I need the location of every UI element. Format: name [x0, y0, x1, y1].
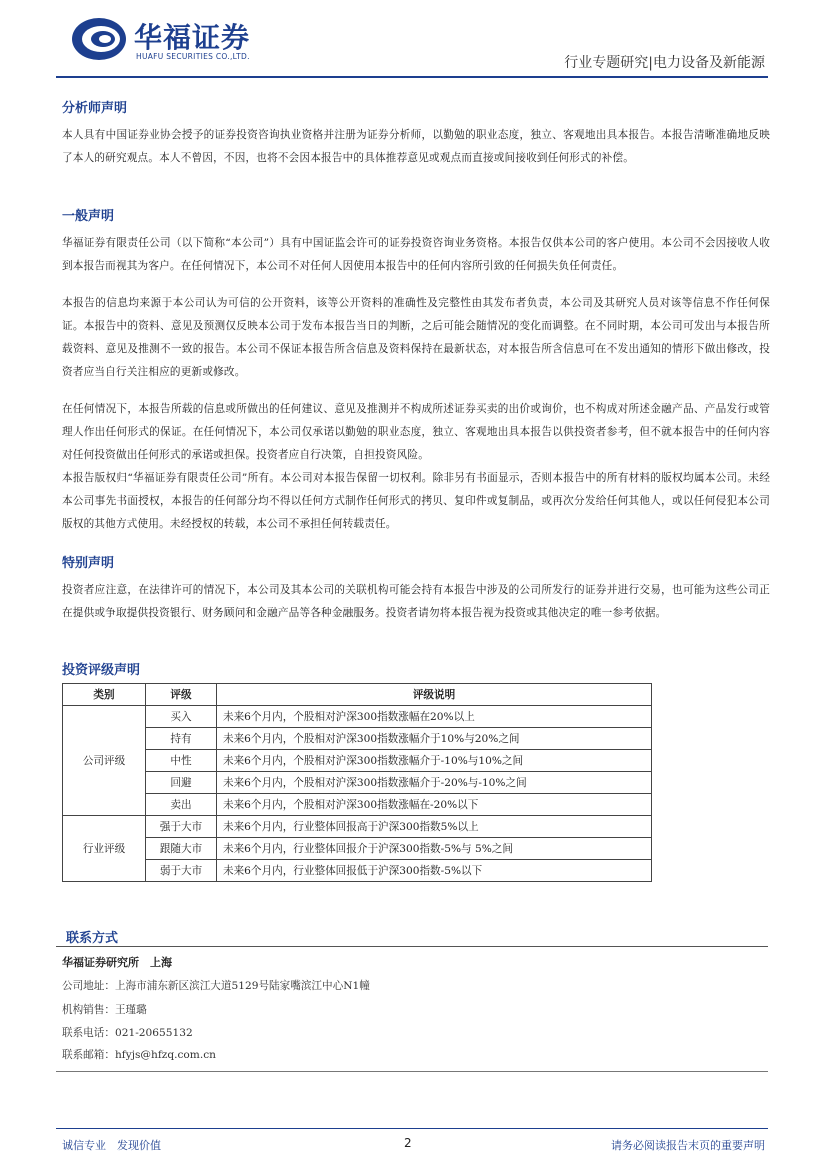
table-row	[63, 794, 652, 816]
rating-level: 回避	[146, 772, 217, 794]
footer-slogan: 诚信专业 发现价值	[62, 1139, 161, 1152]
general-statement-p3: 在任何情况下，本报告所载的信息或所做出的任何建议、意见及推测并不构成所述证券买卖的出价或询价，也不构成对所述金融产品、产品发行或管理人作出任何形式的保证。在任何情况下，本公司仅承诺以勤勉的职业态度，独立、客观地出具本报告以供投资者参考，但不就本报告中的任何内容对任何投资做出任何形式的承诺或担保。投资者应自行决策，自担投资风险。	[62, 403, 770, 461]
analyst-statement	[62, 100, 770, 170]
rating-description: 未来6个月内，行业整体回报低于沪深300指数-5%以下	[217, 860, 652, 882]
rating-description: 未来6个月内，行业整体回报介于沪深300指数-5%与 5%之间	[217, 838, 652, 860]
industry-rating-label: 行业评级	[63, 816, 146, 882]
rating-level: 中性	[146, 750, 217, 772]
general-statement-p4: 本报告版权归“华福证券有限责任公司”所有。本公司对本报告保留一切权利。除非另有书面显示，否则本报告中的所有材料的版权均属本公司。未经本公司事先书面授权，本报告的任何部分均不得以任何方式制作任何形式的拷贝、复印件或复制品，或再次分发给任何其他人，或以任何侵犯本公司版权的其他方式使用。未经授权的转载，本公司不承担任何转载责任。	[62, 472, 770, 530]
table-row	[63, 816, 652, 838]
logo-english-name: HUAFU SECURITIES CO.,LTD.	[136, 52, 250, 61]
logo-chinese-name: 华福证券	[134, 21, 251, 54]
rating-table-header	[63, 684, 652, 706]
rating-statement-title: 投资评级声明	[62, 663, 141, 678]
table-row	[63, 728, 652, 750]
contact-organization: 华福证券研究所 上海	[62, 956, 172, 969]
header-category: 类别	[63, 684, 146, 706]
rating-description: 未来6个月内，个股相对沪深300指数涨幅在20%以上	[217, 706, 652, 728]
table-row	[63, 860, 652, 882]
contact-phone: 联系电话：021-20655132	[62, 1027, 193, 1039]
rating-description: 未来6个月内，个股相对沪深300指数涨幅介于-20%与-10%之间	[217, 772, 652, 794]
analyst-statement-title: 分析师声明	[62, 101, 128, 116]
contact-email[interactable]: 联系邮箱：hfyjs@hfzq.com.cn	[62, 1049, 216, 1061]
general-statement	[62, 208, 770, 536]
special-statement	[62, 555, 770, 625]
contact-address: 公司地址：上海市浦东新区滨江大道5129号陆家嘴滨江中心N1幢	[62, 980, 370, 992]
contact-sales: 机构销售：王瑾璐	[62, 1004, 147, 1016]
report-type: 行业专题研究|电力设备及新能源	[564, 55, 765, 71]
rating-description: 未来6个月内，行业整体回报高于沪深300指数5%以上	[217, 816, 652, 838]
header-divider	[56, 76, 768, 78]
table-row	[63, 706, 652, 728]
header-description: 评级说明	[217, 684, 652, 706]
rating-level: 弱于大市	[146, 860, 217, 882]
contact-divider-top	[56, 946, 768, 947]
rating-level: 持有	[146, 728, 217, 750]
table-row	[63, 838, 652, 860]
rating-description: 未来6个月内，个股相对沪深300指数涨幅介于-10%与10%之间	[217, 750, 652, 772]
table-row	[63, 772, 652, 794]
special-statement-text: 投资者应注意，在法律许可的情况下，本公司及其本公司的关联机构可能会持有本报告中涉及的公司所发行的证券并进行交易，也可能为这些公司正在提供或争取提供投资银行、财务顾问和金融产品等各种金融服务。投资者请勿将本报告视为投资或其他决定的唯一参考依据。	[62, 584, 770, 619]
huafu-logo-icon	[70, 14, 128, 64]
header-rating: 评级	[146, 684, 217, 706]
general-statement-title: 一般声明	[62, 209, 115, 224]
company-logo	[70, 14, 290, 64]
page-number: 2	[404, 1136, 412, 1150]
rating-level: 买入	[146, 706, 217, 728]
table-row	[63, 750, 652, 772]
page-header	[0, 0, 827, 85]
contact-divider-bottom	[56, 1071, 768, 1072]
analyst-statement-text: 本人具有中国证券业协会授予的证券投资咨询执业资格并注册为证券分析师，以勤勉的职业态度，独立、客观地出具本报告。本报告清晰准确地反映了本人的研究观点。本人不曾因，不因，也将不会因本报告中的具体推荐意见或观点而直接或间接收到任何形式的补偿。	[62, 129, 770, 164]
rating-level: 强于大市	[146, 816, 217, 838]
rating-table	[62, 683, 652, 882]
special-statement-title: 特别声明	[62, 556, 115, 571]
general-statement-p1: 华福证券有限责任公司（以下简称“本公司”）具有中国证监会许可的证券投资咨询业务资格。本报告仅供本公司的客户使用。本公司不会因接收人收到本报告而视其为客户。在任何情况下，本公司不对任何人因使用本报告中的任何内容所引致的任何损失负任何责任。	[62, 237, 770, 272]
rating-description: 未来6个月内，个股相对沪深300指数涨幅在-20%以下	[217, 794, 652, 816]
rating-level: 跟随大市	[146, 838, 217, 860]
general-statement-p2: 本报告的信息均来源于本公司认为可信的公开资料，该等公开资料的准确性及完整性由其发布者负责，本公司及其研究人员对该等信息不作任何保证。本报告中的资料、意见及预测仅反映本公司于发布本报告当日的判断，之后可能会随情况的变化而调整。在不同时期，本公司可发出与本报告所载资料、意见及推测不一致的报告。本公司不保证本报告所含信息及资料保持在最新状态，对本报告所含信息可在不发出通知的情形下做出修改，投资者应当自行关注相应的更新或修改。	[62, 297, 770, 378]
footer-divider	[56, 1128, 768, 1129]
company-rating-label: 公司评级	[63, 706, 146, 816]
contact-title: 联系方式	[66, 931, 119, 946]
rating-description: 未来6个月内，个股相对沪深300指数涨幅介于10%与20%之间	[217, 728, 652, 750]
footer-disclaimer: 请务必阅读报告末页的重要声明	[611, 1139, 765, 1152]
rating-level: 卖出	[146, 794, 217, 816]
